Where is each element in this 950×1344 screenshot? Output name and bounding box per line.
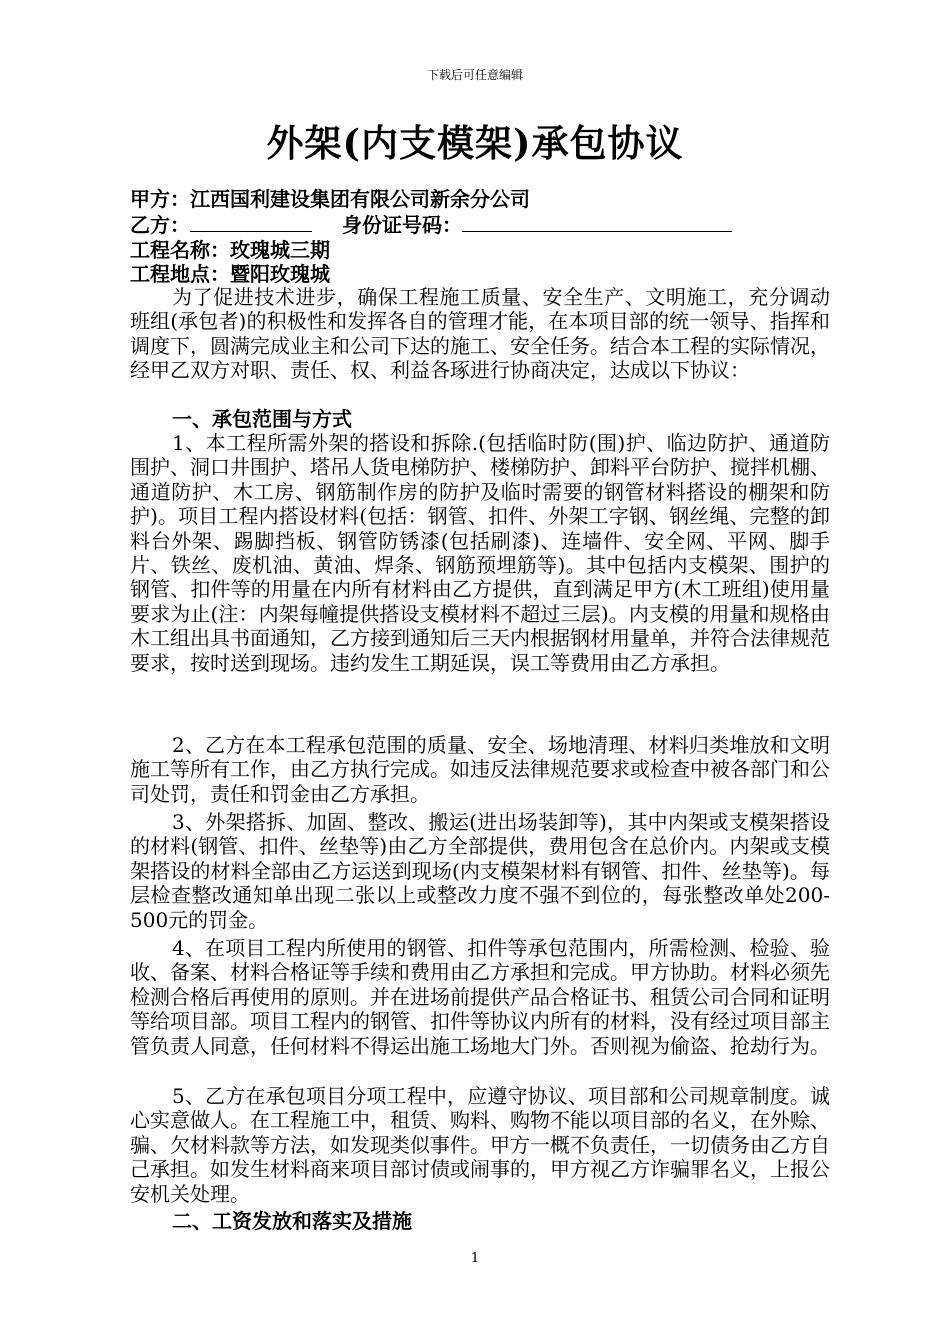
page-header: 下载后可任意编辑: [426, 68, 523, 82]
contract-parties: [130, 187, 830, 287]
project-name-line: [130, 238, 830, 262]
page-number: 1: [470, 1251, 480, 1266]
party-b-label: 乙方：: [130, 213, 190, 238]
section-1-item-1: 1、本工程所需外架的搭设和拆除.(包括临时防(围)护、临边防护、通道防围护、洞口井围护、塔吊人货电梯防护、楼梯防护、卸料平台防护、搅拌机棚、通道防护、木工房、钢筋制作房的防护及临时需要的钢管材料搭设的棚架和防护)。项目工程内搭设材料(包括：钢管、扣件、外架工字钢、钢丝绳、完整的卸料台外架、踢脚挡板、钢管防锈漆(包括刷漆)、连墙件、安全网、平网、脚手片、铁丝、废机油、黄油、焊条、钢筋预埋筋等)。其中包括内支模架、围护的钢管、扣件等的用量在内所有材料由乙方提供，直到满足甲方(木工班组)使用量要求为止(注：内架每幢提供搭设支模材料不超过三层)。内支模的用量和规格由木工组出具书面通知，乙方接到通知后三天内根据钢材用量单，并符合法律规范要求，按时送到现场。违约发生工期延误，误工等费用由乙方承担。: [130, 431, 830, 675]
party-b-name-blank: [190, 211, 312, 232]
party-a-line: [130, 187, 830, 211]
id-number-blank: [462, 211, 732, 232]
id-number-label: 身份证号码：: [342, 213, 462, 238]
section-1-item-3: 3、外架搭拆、加固、整改、搬运(进出场装卸等)，其中内架或支模架搭设的材料(钢管、扣件、丝垫等)由乙方全部提供，费用包含在总价内。内架或支模架搭设的材料全部由乙方运送到现场(内支模架材料有钢管、扣件、丝垫等)。每层检查整改通知单出现二张以上或整改力度不强不到位的，每张整改单处200-500元的罚金。: [130, 810, 830, 932]
section-1-item-5: 5、乙方在承包项目分项工程中，应遵守协议、项目部和公司规章制度。诚心实意做人。在工程施工中，租赁、购料、购物不能以项目部的名义，在外赊、骗、欠材料款等方法，如发现类似事件。甲方一概不负责任，一切债务由乙方自己承担。如发生材料商来项目部讨债或闹事的，甲方视乙方诈骗罪名义，上报公安机关处理。: [130, 1084, 830, 1206]
section-1-heading: 一、承包范围与方式: [172, 407, 352, 431]
project-name-value: 玫瑰城三期: [230, 237, 330, 262]
project-location-label: 工程地点：: [130, 262, 230, 287]
intro-paragraph: 为了促进技术进步，确保工程施工质量、安全生产、文明施工，充分调动班组(承包者)的积极性和发挥各自的管理才能，在本项目部的统一领导、指挥和调度下，圆满完成业主和公司下达的施工、安全任务。结合本工程的实际情况，经甲乙双方对职、责任、权、利益各琢进行协商决定，达成以下协议：: [130, 285, 830, 383]
document-title: 外架(内支模架)承包协议: [266, 121, 684, 165]
party-a-label: 甲方：: [130, 187, 190, 211]
project-location-line: [130, 262, 830, 286]
party-a-value: 江西国利建设集团有限公司新余分公司: [190, 187, 530, 211]
section-2-heading: 二、工资发放和落实及措施: [172, 1209, 412, 1233]
section-1-item-2: 2、乙方在本工程承包范围的质量、安全、场地清理、材料归类堆放和文明施工等所有工作，由乙方执行完成。如违反法律规范要求或检查中被各部门和公司处罚，责任和罚金由乙方承担。: [130, 733, 830, 806]
section-1-item-4: 4、在项目工程内所使用的钢管、扣件等承包范围内，所需检测、检验、验收、备案、材料合格证等手续和费用由乙方承担和完成。甲方协助。材料必须先检测合格后再使用的原则。并在进场前提供产品合格证书、租赁公司合同和证明等给项目部。项目工程内的钢管、扣件等协议内所有的材料，没有经过项目部主管负责人同意，任何材料不得运出施工场地大门外。否则视为偷盗、抢劫行为。: [130, 936, 830, 1058]
party-b-line: [130, 211, 830, 237]
project-location-value: 暨阳玫瑰城: [230, 262, 330, 287]
project-name-label: 工程名称：: [130, 237, 230, 262]
